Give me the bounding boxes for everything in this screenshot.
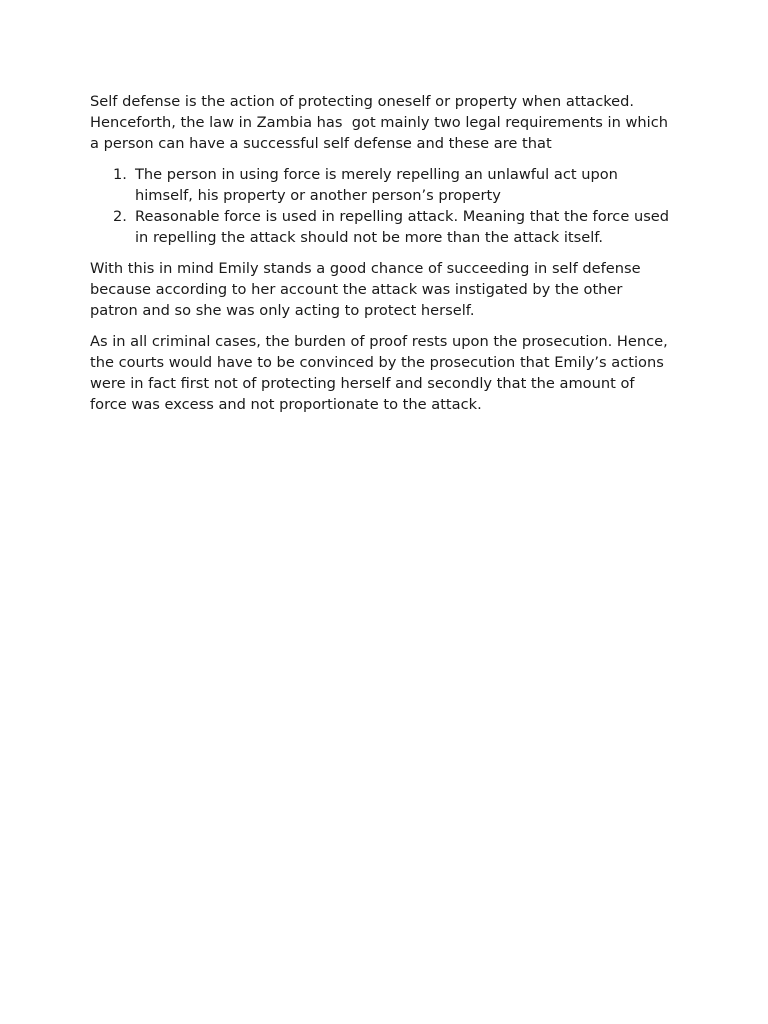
list-item-number: 1. xyxy=(113,166,127,183)
paragraph-emily: With this in mind Emily stands a good chance of succeeding in self defense because according to her account the attack was instigated by the other patron and so she was only acting to protect herself. xyxy=(90,260,646,319)
paragraph-intro: Self defense is the action of protecting oneself or property when attacked. Henceforth, the law in Zambia has got mainly two legal requirements in which a person can have a successful self defense and these are that xyxy=(90,93,673,152)
document-body xyxy=(90,91,673,425)
list-item xyxy=(90,164,670,206)
list-item-text: Reasonable force is used in repelling attack. Meaning that the force used in repelling the attack should not be more than the attack itself. xyxy=(135,208,670,246)
list-item xyxy=(90,206,670,248)
list-item-text: The person in using force is merely repelling an unlawful act upon himself, his property or another person’s property xyxy=(135,166,618,204)
paragraph-burden-of-proof: As in all criminal cases, the burden of proof rests upon the prosecution. Hence, the courts would have to be convinced by the prosecution that Emily’s actions were in fact first not of protecting herself and secondly that the amount of force was excess and not proportionate to the attack. xyxy=(90,333,673,413)
requirements-list xyxy=(90,164,670,248)
list-item-number: 2. xyxy=(113,208,127,225)
